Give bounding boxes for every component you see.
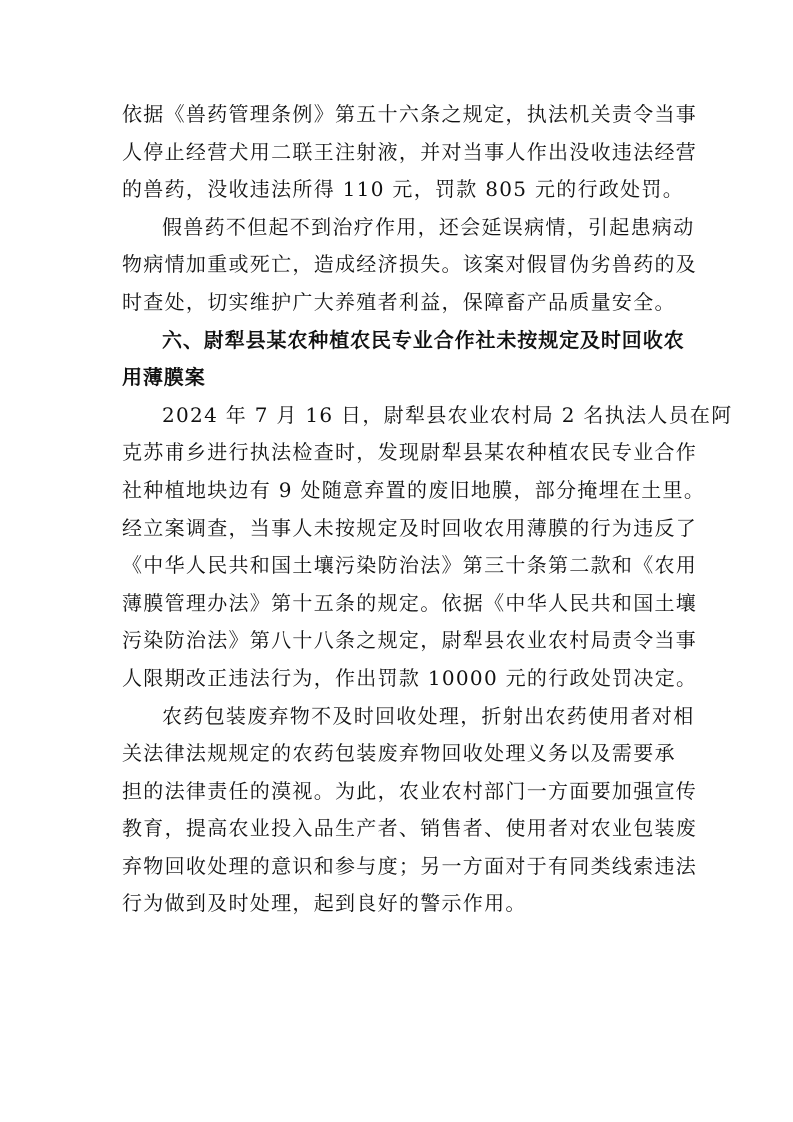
text-line: 担的法律责任的漠视。为此，农业农村部门一方面要加强宣传 [122,778,698,803]
text-line: 关法律法规规定的农药包装废弃物回收处理义务以及需要承 [122,741,676,766]
text-line: 2024 年 7 月 16 日，尉犁县农业农村局 2 名执法人员在阿 [162,402,733,427]
text-line: 人限期改正违法行为，作出罚款 10000 元的行政处罚决定。 [122,665,698,690]
text-line: 教育，提高农业投入品生产者、销售者、使用者对农业包装废 [122,816,698,841]
paragraph-penalty-decision [122,96,698,209]
text-line: 农药包装废弃物不及时回收处理，折射出农药使用者对相 [162,703,695,728]
paragraph-case-commentary [122,698,698,924]
text-line: 社种植地块边有 9 处随意弃置的废旧地膜，部分掩埋在土里。 [122,477,706,502]
text-line: 污染防治法》第八十八条之规定，尉犁县农业农村局责令当事 [122,628,698,653]
text-line: 经立案调查，当事人未按规定及时回收农用薄膜的行为违反了 [122,515,698,540]
paragraph-case-facts [122,397,733,698]
text-line: 《中华人民共和国土壤污染防治法》第三十条第二款和《农用 [122,553,698,578]
heading-line: 六、尉犁县某农种植农民专业合作社未按规定及时回收农 [162,327,685,352]
document-page [122,96,733,923]
text-line: 薄膜管理办法》第十五条的规定。依据《中华人民共和国土壤 [122,590,698,615]
paragraph-fake-vet-drug-harm [122,209,698,322]
text-line: 假兽药不但起不到治疗作用，还会延误病情，引起患病动 [162,214,695,239]
heading-line: 用薄膜案 [122,365,206,390]
text-line: 人停止经营犬用二联王注射液，并对当事人作出没收违法经营 [122,139,698,164]
text-line: 的兽药，没收违法所得 110 元，罚款 805 元的行政处罚。 [122,177,685,202]
section-heading-case-six [122,322,685,397]
text-line: 行为做到及时处理，起到良好的警示作用。 [122,891,527,916]
text-line: 物病情加重或死亡，造成经济损失。该案对假冒伪劣兽药的及 [122,252,698,277]
text-line: 时查处，切实维护广大养殖者利益，保障畜产品质量安全。 [122,289,676,314]
text-line: 弃物回收处理的意识和参与度；另一方面对于有同类线索违法 [122,853,698,878]
text-line: 克苏甫乡进行执法检查时，发现尉犁县某农种植农民专业合作 [122,440,698,465]
text-line: 依据《兽药管理条例》第五十六条之规定，执法机关责令当事 [122,102,698,126]
